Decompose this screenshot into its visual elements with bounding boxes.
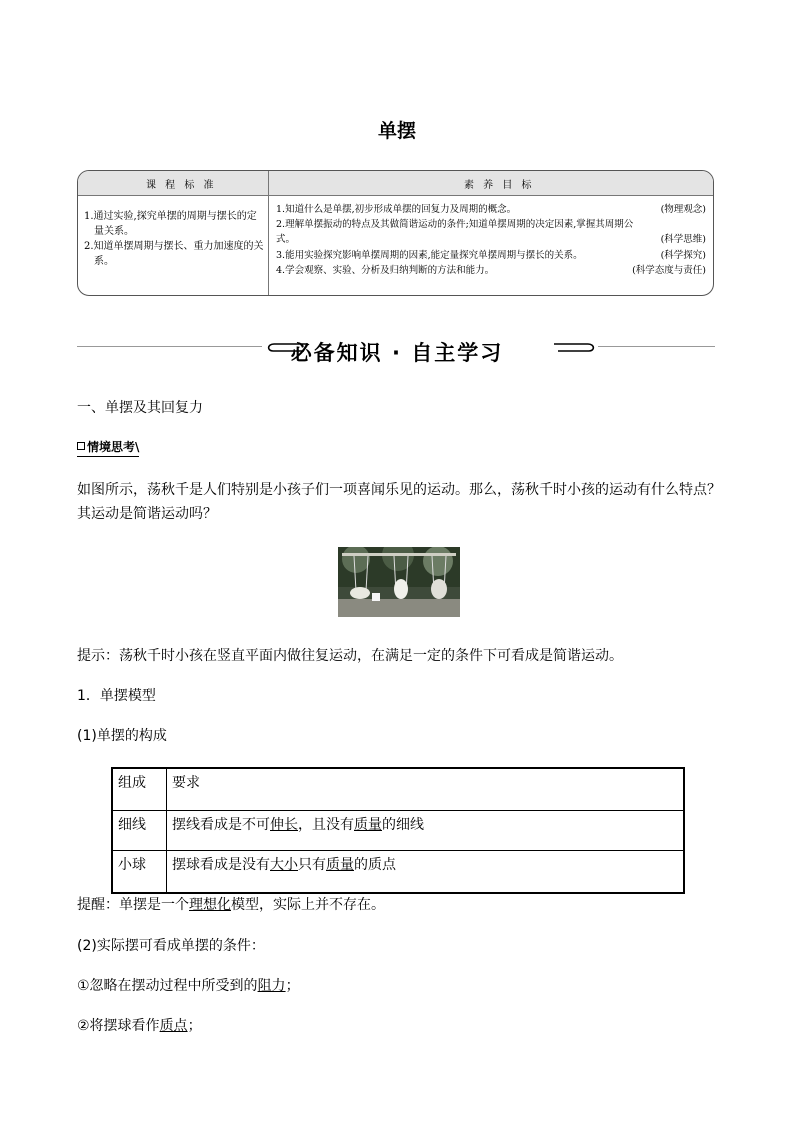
- pendulum-composition-table: [111, 767, 685, 894]
- literacy-goal-item: 1.知道什么是单摆,初步形成单摆的回复力及周期的概念。 (物理观念): [276, 202, 708, 217]
- table-cell: 要求: [167, 768, 685, 810]
- literacy-goal-item: 4.学会观察、实验、分析及归纳判断的方法和能力。 (科学态度与责任): [276, 263, 708, 278]
- condition-item: ①忽略在摆动过程中所受到的阻力；: [77, 978, 300, 994]
- hint-text: 提示：荡秋千时小孩在竖直平面内做往复运动，在满足一定的条件下可看成是简谐运动。: [77, 648, 623, 664]
- course-standard-item: 1.通过实验,探究单摆的周期与摆长的定量关系。: [84, 211, 257, 237]
- course-standard-item: 2.知道单摆周期与摆长、重力加速度的关系。: [84, 241, 264, 267]
- literacy-goal-header: 素 养 目 标: [464, 180, 535, 191]
- goal-tag: (物理观念): [660, 204, 706, 215]
- standards-divider: [268, 171, 269, 295]
- goal-tag: (科学探究): [660, 249, 706, 261]
- table-row: [112, 768, 684, 810]
- literacy-goal-list: [276, 202, 708, 278]
- literacy-goal-item: 3.能用实验探究影响单摆周期的因素,能定量探究单摆周期与摆长的关系。 (科学探究): [276, 248, 708, 263]
- slash-icon: \: [135, 440, 140, 454]
- table-cell: 组成: [112, 768, 167, 810]
- goal-tag: (科学态度与责任): [632, 264, 706, 276]
- table-cell: 摆线看成是不可伸长，且没有质量的细线: [167, 810, 685, 850]
- goal-tag: (科学思维): [660, 234, 706, 246]
- reminder-text: 提醒：单摆是一个理想化模型，实际上并不存在。: [77, 897, 385, 913]
- subsection-heading: (2)实际摆可看成单摆的条件：: [77, 938, 265, 954]
- table-row: [112, 850, 684, 893]
- table-cell: 摆球看成是没有大小只有质量的质点: [167, 850, 685, 893]
- swing-photo: [338, 547, 460, 617]
- section-heading: 一、单摆及其回复力: [77, 400, 203, 416]
- scenario-question: 如图所示，荡秋千是人们特别是小孩子们一项喜闻乐见的运动。那么，荡秋千时小孩的运动有什么特点？其运动是简谐运动吗？: [77, 482, 721, 522]
- section-banner: 必备知识 · 自主学习: [290, 341, 504, 365]
- condition-item: ②将摆球看作质点；: [77, 1018, 202, 1034]
- table-cell: 小球: [112, 850, 167, 893]
- literacy-goal-item: 2.理解单摆振动的特点及其做简谐运动的条件;知道单摆周期的决定因素,掌握其周期公式。 (科学思维): [276, 217, 708, 247]
- standards-box: [77, 170, 714, 296]
- table-row: [112, 810, 684, 850]
- subsection-heading: (1)单摆的构成: [77, 728, 167, 744]
- course-standard-list: [84, 209, 264, 269]
- table-cell: 细线: [112, 810, 167, 850]
- course-standard-header: 课 程 标 准: [146, 180, 217, 191]
- page-title: 单摆: [377, 120, 416, 142]
- subsection-heading: 1．单摆模型: [77, 688, 156, 704]
- scenario-label: 情境思考\: [77, 438, 139, 457]
- square-icon: [77, 442, 85, 450]
